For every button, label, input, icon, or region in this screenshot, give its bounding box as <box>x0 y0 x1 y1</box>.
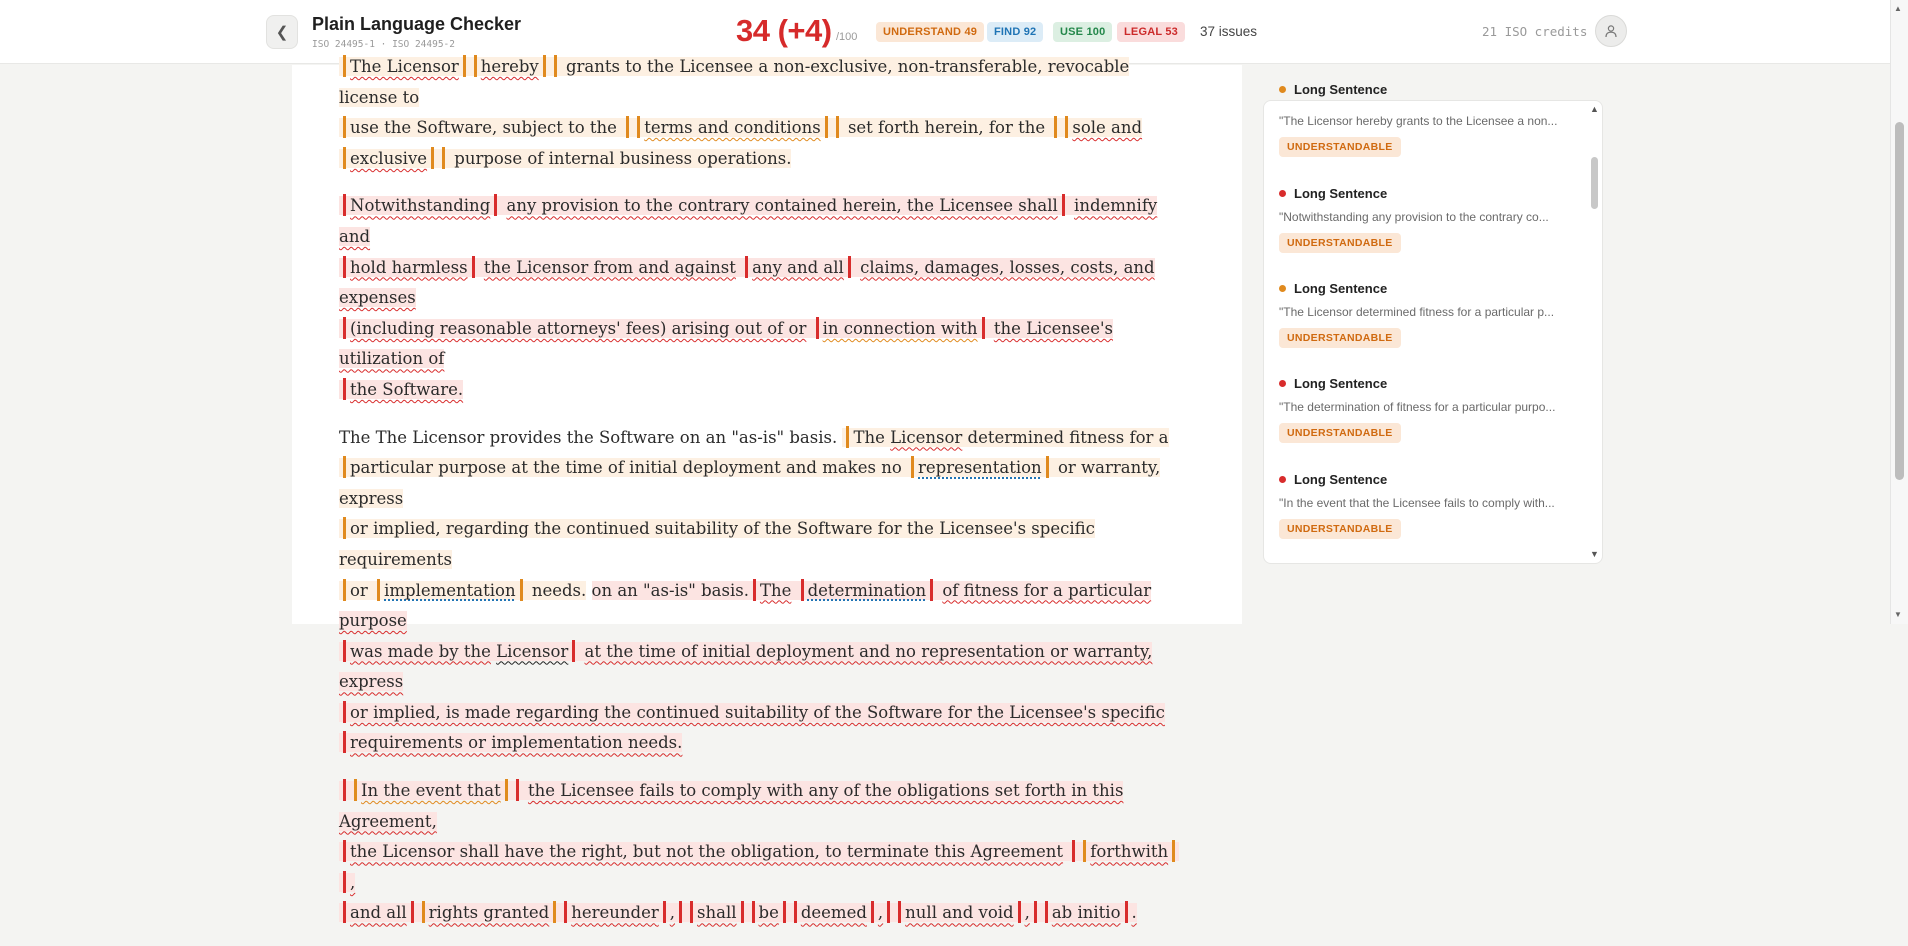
issue-marker[interactable] <box>794 901 797 923</box>
issue-marker[interactable] <box>543 55 546 77</box>
flagged-term[interactable]: any and all <box>752 257 844 277</box>
flagged-term[interactable]: hold harmless <box>350 257 468 277</box>
issue-marker[interactable] <box>871 901 874 923</box>
issue-marker[interactable] <box>846 426 849 448</box>
issue-card[interactable] <box>1279 376 1579 443</box>
severity-dot-icon <box>1279 285 1286 292</box>
issue-marker[interactable] <box>572 640 575 662</box>
flagged-term[interactable]: shall <box>697 903 737 923</box>
severity-dot-icon <box>1279 476 1286 483</box>
flagged-term[interactable]: representation <box>918 458 1042 478</box>
page-scroll-down-icon[interactable]: ▼ <box>1894 610 1902 619</box>
issue-marker[interactable] <box>343 779 346 801</box>
panel-scrollbar-thumb[interactable] <box>1591 157 1598 209</box>
issue-marker[interactable] <box>690 901 693 923</box>
issue-marker[interactable] <box>1062 194 1065 216</box>
issue-marker[interactable] <box>801 579 804 601</box>
flagged-term[interactable]: . <box>1131 903 1137 923</box>
issue-marker[interactable] <box>553 901 556 923</box>
issue-marker[interactable] <box>442 147 445 169</box>
issue-marker[interactable] <box>343 517 346 539</box>
back-button[interactable] <box>266 15 298 49</box>
issue-marker[interactable] <box>626 116 629 138</box>
paragraph-2[interactable] <box>339 191 1184 405</box>
issue-marker[interactable] <box>343 901 346 923</box>
scroll-up-arrow-icon[interactable]: ▲ <box>1590 104 1599 114</box>
issue-marker[interactable] <box>554 55 557 77</box>
sentence-text: on an "as-is" basis. <box>591 580 749 600</box>
issue-title: Long Sentence <box>1294 186 1388 201</box>
sentence-text: set forth herein, for the <box>847 118 1046 138</box>
issue-title: Long Sentence <box>1294 472 1388 487</box>
severity-dot-icon <box>1279 86 1286 93</box>
flagged-term[interactable]: Licensor <box>890 427 963 447</box>
sentence-text: determined fitness for a <box>967 427 1169 447</box>
flagged-term[interactable]: null and void <box>905 903 1014 923</box>
issue-card[interactable] <box>1279 82 1579 110</box>
flagged-term[interactable]: forthwith <box>1090 842 1169 862</box>
issue-card[interactable] <box>1279 186 1579 253</box>
sentence-text: or implied, is made regarding the continued suitability of the Software for the Licensee's specific <box>350 702 1165 722</box>
issue-marker[interactable] <box>463 55 466 77</box>
score-value: 34 (+4) <box>736 13 832 48</box>
user-avatar-button[interactable] <box>1595 15 1627 47</box>
flagged-term[interactable]: and all <box>350 903 407 923</box>
issue-marker[interactable] <box>431 147 434 169</box>
issue-quote: "The Licensor determined fitness for a particular p... <box>1279 305 1555 319</box>
flagged-term[interactable]: , <box>877 903 884 923</box>
flagged-term[interactable]: Licensor <box>496 641 569 661</box>
issue-marker[interactable] <box>1034 901 1037 923</box>
understand-badge[interactable]: UNDERSTAND 49 <box>876 22 984 42</box>
flagged-term[interactable]: be <box>758 903 779 923</box>
issue-category-tag: UNDERSTANDABLE <box>1279 328 1401 348</box>
sentence-text: requirements or implementation needs. <box>350 733 683 753</box>
issue-marker[interactable] <box>411 901 414 923</box>
flagged-term[interactable]: , <box>669 903 676 923</box>
sentence-text: was made by the <box>350 641 491 661</box>
document-text[interactable] <box>339 52 1184 946</box>
issue-marker[interactable] <box>343 194 346 216</box>
issue-marker[interactable] <box>494 194 497 216</box>
paragraph-1[interactable] <box>339 52 1184 174</box>
sentence-text: the Licensor shall have the right, but not the obligation, to terminate this Agreement <box>350 842 1064 862</box>
issue-category-tag: UNDERSTANDABLE <box>1279 233 1401 253</box>
sentence-text: The <box>759 580 792 600</box>
issue-marker[interactable] <box>343 55 346 77</box>
issue-marker[interactable] <box>343 116 346 138</box>
sentence-text: the Licensee fails to comply with any of the obligations set forth in this Agreement, <box>339 781 1124 831</box>
sentence-text: the Software. <box>350 379 464 399</box>
sentence-text: (including reasonable attorneys' fees) arising out of or <box>350 318 807 338</box>
issue-title: Long Sentence <box>1294 82 1388 97</box>
sentence-text: or implied, regarding the continued suitability of the Software for the Licensee's specific requirements <box>339 519 1095 569</box>
issue-marker[interactable] <box>474 55 477 77</box>
severity-dot-icon <box>1279 190 1286 197</box>
issue-marker[interactable] <box>343 579 346 601</box>
find-badge[interactable]: FIND 92 <box>987 22 1043 42</box>
issue-category-tag: UNDERSTANDABLE <box>1279 137 1401 157</box>
issue-marker[interactable] <box>343 147 346 169</box>
paragraph-4[interactable] <box>339 776 1184 929</box>
issue-marker[interactable] <box>343 317 346 339</box>
issue-marker[interactable] <box>1172 840 1175 862</box>
issue-marker[interactable] <box>753 579 756 601</box>
issue-marker[interactable] <box>1072 840 1075 862</box>
issue-marker[interactable] <box>516 779 519 801</box>
flagged-term[interactable]: indemnify and <box>339 196 1158 246</box>
issue-marker[interactable] <box>343 840 346 862</box>
sentence-text: needs. <box>531 580 587 600</box>
issue-marker[interactable] <box>887 901 890 923</box>
issue-card[interactable] <box>1279 114 1579 157</box>
sentence-text: at the time of initial deployment and no representation or warranty, express <box>339 641 1153 692</box>
issue-marker[interactable] <box>663 901 666 923</box>
sentence-text: use the Software, subject to the <box>350 118 617 138</box>
sentence-text: the Licensee's utilization of <box>339 318 1113 369</box>
app-subtitle: ISO 24495-1 · ISO 24495-2 <box>312 39 455 50</box>
sentence-text: of fitness for a particular purpose <box>339 580 1152 631</box>
flagged-term[interactable]: In the event that <box>361 781 501 801</box>
issue-marker[interactable] <box>1065 116 1068 138</box>
issue-marker[interactable] <box>1046 456 1049 478</box>
page-scrollbar-thumb[interactable] <box>1895 122 1904 480</box>
issue-quote: "In the event that the Licensee fails to comply with... <box>1279 496 1555 510</box>
issue-marker[interactable] <box>505 779 508 801</box>
issue-quote: "Notwithstanding any provision to the contrary co... <box>1279 210 1549 224</box>
issues-count: 37 issues <box>1200 24 1258 39</box>
issue-quote: "The Licensor hereby grants to the Licensee a non... <box>1279 114 1558 128</box>
issue-marker[interactable] <box>343 256 346 278</box>
flagged-term[interactable]: , <box>350 872 356 892</box>
issue-marker[interactable] <box>982 317 985 339</box>
issue-marker[interactable] <box>745 256 748 278</box>
issue-marker[interactable] <box>1125 901 1128 923</box>
flagged-term[interactable]: implementation <box>384 580 516 600</box>
issue-marker[interactable] <box>783 901 786 923</box>
issue-marker[interactable] <box>911 456 914 478</box>
issue-marker[interactable] <box>343 701 346 723</box>
flagged-term[interactable]: in connection with <box>822 318 978 338</box>
issue-marker[interactable] <box>848 256 851 278</box>
issue-marker[interactable] <box>816 317 819 339</box>
issue-quote: "The determination of fitness for a particular purpo... <box>1279 400 1556 414</box>
issue-marker[interactable] <box>343 871 346 893</box>
issue-marker[interactable] <box>637 116 640 138</box>
flagged-term[interactable]: Notwithstanding <box>350 196 491 216</box>
sentence-text: The <box>853 427 885 447</box>
issue-marker[interactable] <box>520 579 523 601</box>
issue-card[interactable] <box>1279 281 1579 348</box>
issue-marker[interactable] <box>343 731 346 753</box>
flagged-term[interactable]: hereby <box>480 57 539 76</box>
issue-marker[interactable] <box>1045 901 1048 923</box>
issue-marker[interactable] <box>422 901 425 923</box>
severity-dot-icon <box>1279 380 1286 387</box>
sentence-text: purpose of internal business operations. <box>454 148 792 168</box>
flagged-term[interactable]: hereunder <box>571 903 659 923</box>
issue-marker[interactable] <box>836 116 839 138</box>
page-scroll-up-icon[interactable]: ▲ <box>1894 4 1902 13</box>
issue-marker[interactable] <box>472 256 475 278</box>
issue-marker[interactable] <box>752 901 755 923</box>
sentence-text: The The Licensor provides the Software on an "as-is" basis. <box>339 427 838 447</box>
scroll-down-arrow-icon[interactable]: ▼ <box>1590 549 1599 559</box>
flagged-term[interactable]: rights granted <box>428 903 550 923</box>
flagged-term[interactable]: sole and <box>1072 118 1143 138</box>
sentence-text: the Licensor from and against <box>483 257 736 277</box>
issue-marker[interactable] <box>377 579 380 601</box>
issue-marker[interactable] <box>343 640 346 662</box>
sentence-text: or warranty, express <box>339 458 1161 508</box>
paragraph-3[interactable] <box>339 423 1184 760</box>
sentence-text: claims, damages, losses, costs, and expenses <box>339 257 1155 308</box>
flagged-term[interactable]: exclusive <box>350 148 428 168</box>
document-editor[interactable] <box>292 57 1242 923</box>
sentence-text: grants to the Licensee a non-exclusive, non-transferable, revocable license to <box>339 57 1130 107</box>
score-max: /100 <box>836 31 858 43</box>
sentence-text: or <box>350 580 368 600</box>
flagged-term[interactable]: ab initio <box>1051 903 1121 923</box>
issue-card[interactable] <box>1279 472 1579 539</box>
flagged-term[interactable]: terms and conditions <box>644 118 821 138</box>
issue-marker[interactable] <box>1054 116 1057 138</box>
issue-marker[interactable] <box>741 901 744 923</box>
flagged-term[interactable]: The Licensor <box>350 57 459 76</box>
issue-marker[interactable] <box>930 579 933 601</box>
issue-marker[interactable] <box>898 901 901 923</box>
flagged-term[interactable]: determination <box>807 580 927 600</box>
app-title: Plain Language Checker <box>312 14 522 34</box>
flagged-term[interactable]: deemed <box>800 903 867 923</box>
issue-title: Long Sentence <box>1294 281 1388 296</box>
sentence-text: any provision to the contrary contained herein, the Licensee shall <box>506 196 1058 216</box>
chevron-left-icon: ❮ <box>275 24 289 41</box>
issue-marker[interactable] <box>1018 901 1021 923</box>
issue-marker[interactable] <box>343 456 346 478</box>
credits-label: 21 ISO credits <box>1482 24 1588 39</box>
issue-title: Long Sentence <box>1294 376 1388 391</box>
sentence-text: particular purpose at the time of initial deployment and makes no <box>350 458 902 478</box>
issue-marker[interactable] <box>354 779 357 801</box>
issue-marker[interactable] <box>679 901 682 923</box>
use-badge[interactable]: USE 100 <box>1053 22 1112 42</box>
flagged-term[interactable]: , <box>1024 903 1030 923</box>
issue-marker[interactable] <box>825 116 828 138</box>
issue-category-tag: UNDERSTANDABLE <box>1279 519 1401 539</box>
issue-marker[interactable] <box>1083 840 1086 862</box>
legal-badge[interactable]: LEGAL 53 <box>1117 22 1185 42</box>
issue-marker[interactable] <box>564 901 567 923</box>
issue-category-tag: UNDERSTANDABLE <box>1279 423 1401 443</box>
issue-marker[interactable] <box>343 378 346 400</box>
user-icon <box>1604 24 1618 38</box>
